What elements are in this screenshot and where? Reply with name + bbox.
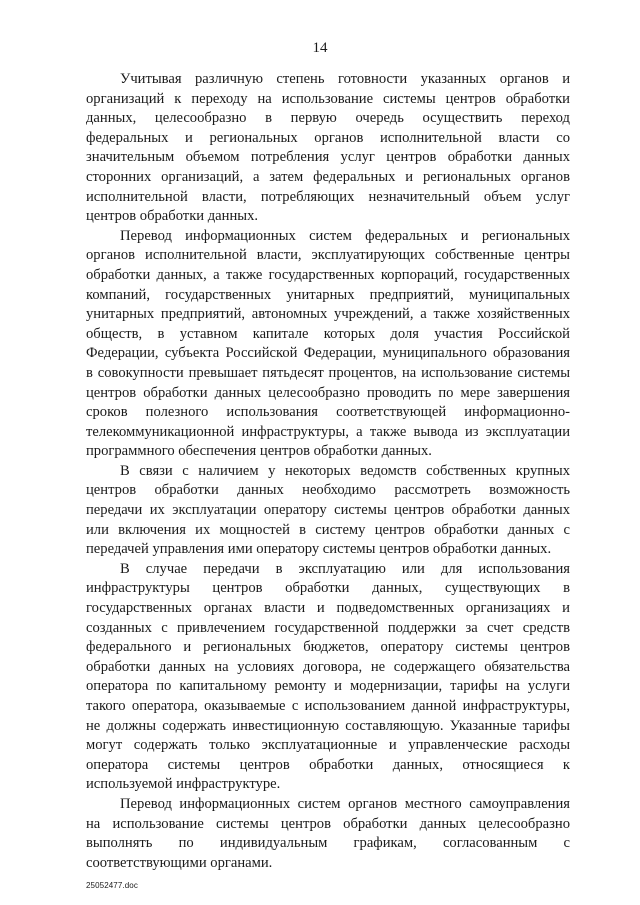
text-line: программного обеспечения центров обработки данных. xyxy=(86,443,432,460)
text-line: или включения их мощностей в систему центров обработки данных с xyxy=(86,521,570,538)
text-line: федеральных и региональных органов исполнительной власти со xyxy=(86,129,570,146)
text-line: созданных с привлечением государственной поддержки за счет средств xyxy=(86,619,570,636)
text-line: обработки данных, а также государственных корпораций, государственных xyxy=(86,266,570,283)
text-line: передачей управления ими оператору системы центров обработки данных. xyxy=(86,541,552,558)
text-line: компаний, государственных унитарных предприятий, муниципальных xyxy=(86,286,570,303)
text-line: соответствующими органами. xyxy=(86,854,273,871)
text-line: органов исполнительной власти, эксплуатирующих собственные центры xyxy=(86,247,570,264)
text-line: обществ, в уставном капитале которых доля участия Российской xyxy=(86,325,570,342)
text-line: организаций к переходу на использование системы центров обработки xyxy=(86,90,570,107)
paragraph-3 xyxy=(86,462,570,560)
text-line: центров обработки данных целесообразно проводить по мере завершения xyxy=(86,384,570,401)
text-line: Учитывая различную степень готовности указанных органов и xyxy=(120,71,570,87)
text-line: значительным объемом потребления услуг центров обработки данных xyxy=(86,149,570,166)
text-line: используемой инфраструктуре. xyxy=(86,776,281,793)
text-line: инфраструктуры центров обработки данных, существующих в xyxy=(86,580,570,597)
text-line: не должны содержать инвестиционную составляющую. Указанные тарифы xyxy=(86,717,570,734)
page-number: 14 xyxy=(312,40,328,56)
document-body xyxy=(86,70,570,873)
text-line: оператора системы центров обработки данных, относящиеся к xyxy=(86,756,570,773)
text-line: передачи их эксплуатации оператору системы центров обработки данных xyxy=(86,502,570,519)
text-line: исполнительной власти, потребляющих незначительный объем услуг xyxy=(86,188,570,205)
paragraph-1 xyxy=(86,70,570,227)
text-line: на использование системы центров обработки данных целесообразно xyxy=(86,815,570,832)
text-line: Перевод информационных систем органов местного самоуправления xyxy=(120,795,570,812)
text-line: обработки данных на условиях договора, не содержащего обязательства xyxy=(86,658,570,675)
text-line: В связи с наличием у некоторых ведомств собственных крупных xyxy=(120,462,570,479)
paragraph-4 xyxy=(86,560,570,795)
text-line: федерального и региональных бюджетов, оператору системы центров xyxy=(86,639,570,656)
text-line: данных, целесообразно в первую очередь осуществить переход xyxy=(86,110,570,127)
text-line: оператора по капитальному ремонту и модернизации, тарифы на услуги xyxy=(86,678,570,695)
text-line: Перевод информационных систем федеральных и региональных xyxy=(120,227,570,244)
text-line: Федерации, субъекта Российской Федерации, муниципального образования xyxy=(86,345,570,362)
text-line: сторонних организаций, а затем федеральных и региональных органов xyxy=(86,168,570,185)
text-line: телекоммуникационной инфраструктуры, а также вывода из эксплуатации xyxy=(86,423,570,440)
text-line: могут содержать только эксплуатационные и управленческие расходы xyxy=(86,737,570,754)
text-line: сроков полезного использования соответствующей информационно- xyxy=(86,404,570,421)
text-line: такого оператора, оказываемые с использованием данной инфраструктуры, xyxy=(86,698,570,714)
paragraph-2 xyxy=(86,227,570,462)
text-line: в совокупности превышает пятьдесят процентов, на использование системы xyxy=(86,364,570,381)
text-line: центров обработки данных. xyxy=(86,208,259,225)
text-line: унитарных предприятий, автономных учреждений, а также хозяйственных xyxy=(86,306,570,323)
footer-filename: 25052477.doc xyxy=(86,881,138,890)
text-line: центров обработки данных необходимо рассмотреть возможность xyxy=(86,482,570,499)
paragraph-5 xyxy=(86,795,570,873)
text-line: государственных органах власти и подведомственных организациях и xyxy=(86,600,570,617)
text-line: В случае передачи в эксплуатацию или для использования xyxy=(120,560,570,577)
text-line: выполнять по индивидуальным графикам, согласованным с xyxy=(86,835,570,852)
